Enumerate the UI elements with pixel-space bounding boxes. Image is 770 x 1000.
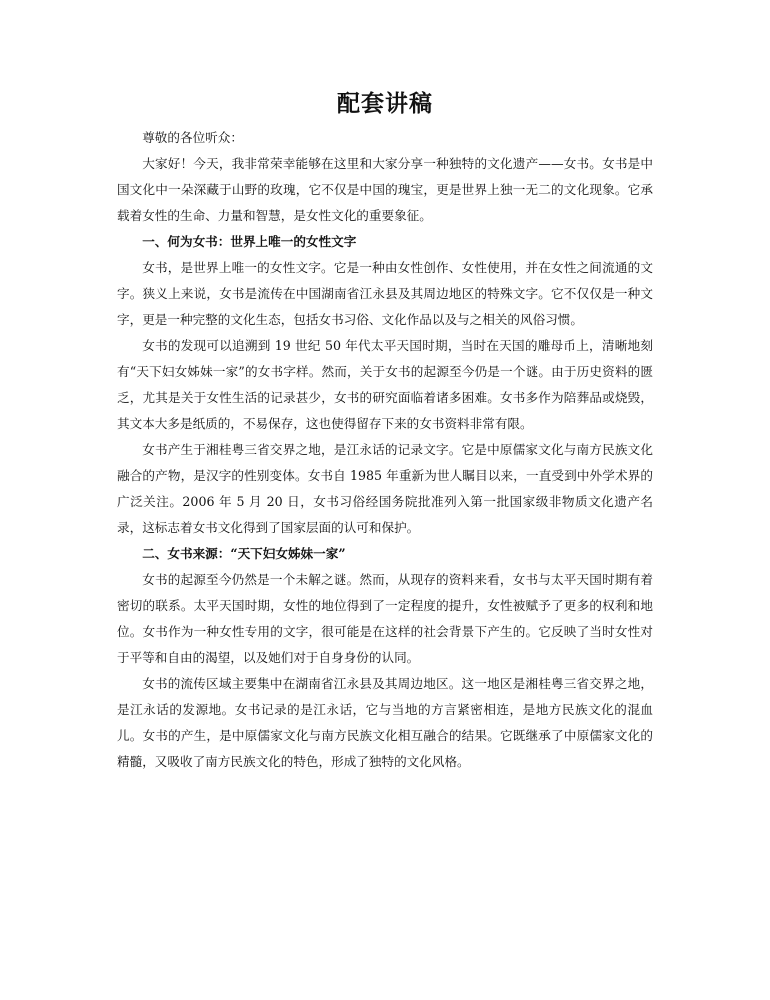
section2-paragraph-1: 女书的起源至今仍然是一个未解之谜。然而，从现存的资料来看，女书与太平天国时期有着密切的联系。太平天国时期，女性的地位得到了一定程度的提升，女性被赋予了更多的权利和地位。女书作为一种女性专用的文字，很可能是在这样的社会背景下产生的。它反映了当时女性对于平等和自由的渴望，以及她们对于自身身份的认同。 [117, 572, 653, 665]
section-heading-1: 一、何为女书：世界上唯一的女性文字 [142, 234, 357, 249]
section1-paragraph-2: 女书的发现可以追溯到 19 世纪 50 年代太平天国时期，当时在天国的雕母币上，清晰地刻有“天下妇女姊妹一家”的女书字样。然而，关于女书的起源至今仍是一个谜。由于历史资料的匮乏，尤其是关于女性生活的记录甚少，女书的研究面临着诸多困难。女书多作为陪葬品或烧毁，其文本大多是纸质的，不易保存，这也使得留存下来的女书资料非常有限。 [117, 338, 653, 431]
speech-body [117, 125, 653, 775]
salutation: 尊敬的各位听众： [142, 130, 243, 145]
section2-paragraph-2: 女书的流传区域主要集中在湖南省江永县及其周边地区。这一地区是湘桂粤三省交界之地，是江永话的发源地。女书记录的是江永话，它与当地的方言紧密相连，是地方民族文化的混血儿。女书的产生，是中原儒家文化与南方民族文化相互融合的结果。它既继承了中原儒家文化的精髓，又吸收了南方民族文化的特色，形成了独特的文化风格。 [117, 676, 653, 769]
page-title: 配套讲稿 [337, 90, 433, 117]
intro-paragraph: 大家好！今天，我非常荣幸能够在这里和大家分享一种独特的文化遗产——女书。女书是中国文化中一朵深藏于山野的玫瑰，它不仅是中国的瑰宝，更是世界上独一无二的文化现象。它承载着女性的生命、力量和智慧，是女性文化的重要象征。 [117, 156, 653, 223]
section1-paragraph-3: 女书产生于湘桂粤三省交界之地，是江永话的记录文字。它是中原儒家文化与南方民族文化融合的产物，是汉字的性别变体。女书自 1985 年重新为世人瞩目以来，一直受到中外学术界的广泛关注。2006 年 5 月 20 日，女书习俗经国务院批准列入第一批国家级非物质文化遗产名录，这标志着女书文化得到了国家层面的认可和保护。 [117, 442, 653, 535]
section1-paragraph-1: 女书，是世界上唯一的女性文字。它是一种由女性创作、女性使用，并在女性之间流通的文字。狭义上来说，女书是流传在中国湖南省江永县及其周边地区的特殊文字。它不仅仅是一种文字，更是一种完整的文化生态，包括女书习俗、文化作品以及与之相关的风俗习惯。 [117, 260, 653, 327]
section-heading-2: 二、女书来源：“天下妇女姊妹一家” [142, 546, 346, 561]
